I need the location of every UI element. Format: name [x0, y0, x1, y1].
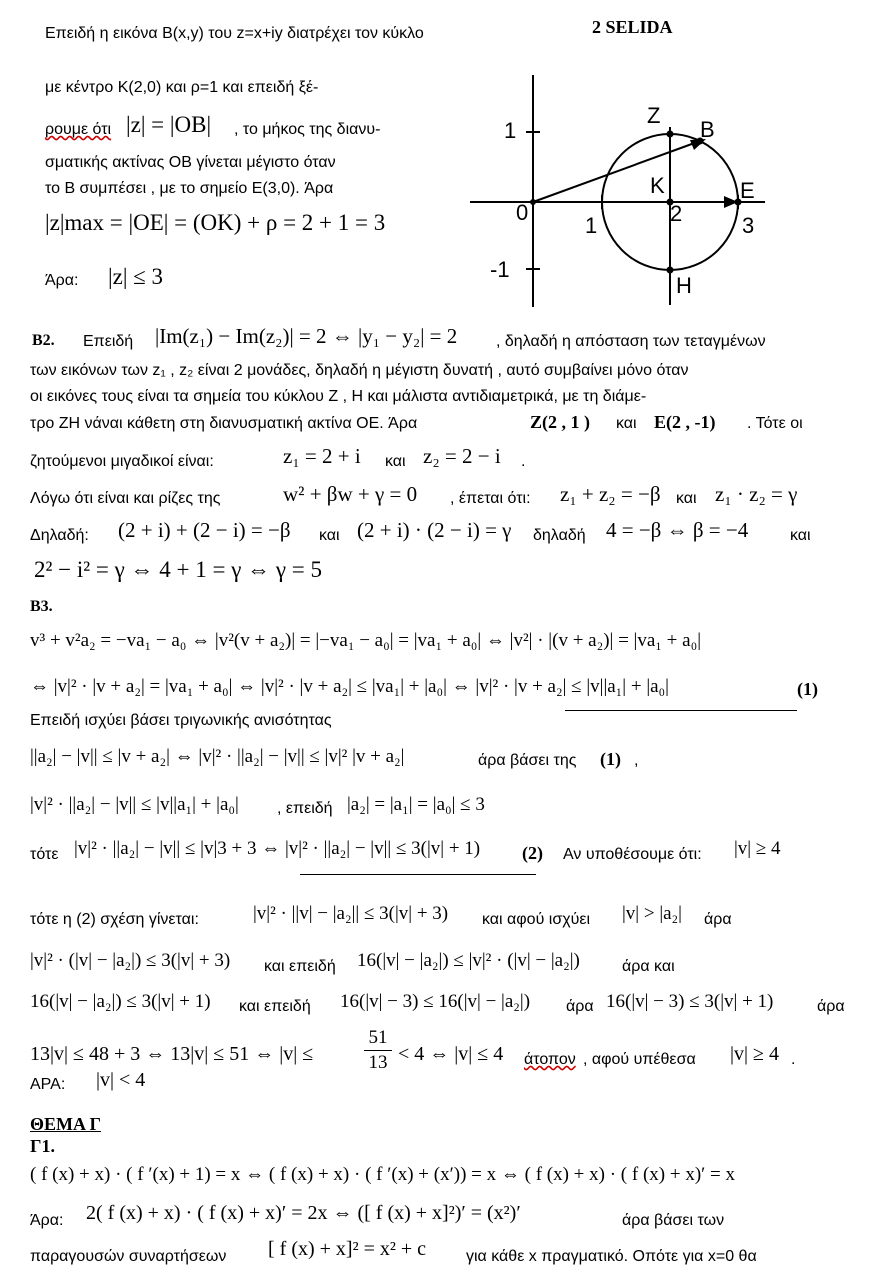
b2-line-4b: και [616, 415, 637, 432]
b2-line-5a: ζητούμενοι μιγαδικοί είναι: [30, 453, 214, 470]
g1-label: Γ1. [30, 1136, 55, 1156]
b2-line-7b: και [319, 527, 340, 544]
label-x2: 2 [670, 201, 683, 226]
b2-line-4c: . Τότε οι [747, 415, 803, 432]
b2-line-6b: , έπεται ότι: [450, 490, 531, 507]
b3-line-7c: άρα [704, 911, 732, 928]
b3-line-10c: . [791, 1051, 796, 1068]
b3-math-9: 16(|v| − |a₂|) ≤ 3(|v| + 1) [30, 991, 211, 1012]
label-y1: 1 [504, 118, 517, 143]
g1-math-3: [ f (x) + x]² = x² + c [268, 1238, 427, 1260]
b3-math-4: ||a₂| − |v|| ≤ |v + a₂| ⇔ |v|² · ||a₂| − |v|| ≤ |v|² |v + a₂| [30, 746, 405, 767]
b3-math-10c: |v| ≥ 4 [730, 1043, 779, 1065]
g1-math-2: 2( f (x) + x) · ( f (x) + x)′ = 2x ⇔ ([ f (x) + x]²)′ = (x²)′ [86, 1202, 521, 1224]
b2-line-7c: δηλαδή [533, 527, 586, 544]
b3-math-5: |v|² · ||a₂| − |v|| ≤ |v||a₁| + |a₀| [30, 794, 239, 815]
b2-math-z2: z₂ = 2 − i [423, 444, 501, 468]
section-b3-label: B3. [30, 598, 53, 615]
intro-math-z-le-3: |z| ≤ 3 [108, 264, 164, 289]
b2-line-1a: Επειδή [83, 333, 134, 350]
b3-line-6b: Αν υποθέσουμε ότι: [563, 846, 702, 863]
b2-line-6c: και [676, 490, 697, 507]
vector-ob [533, 141, 700, 202]
b3-line-4a: άρα βάσει της [478, 752, 577, 769]
b3-tag-1-ref: (1) [600, 749, 621, 769]
intro-line-7a: Άρα: [45, 272, 79, 289]
b2-math-prod-sub: (2 + i) · (2 − i) = γ [357, 518, 512, 542]
b3-line-9b: άρα [566, 998, 594, 1015]
section-b2-label: B2. [32, 332, 55, 349]
label-x3: 3 [742, 213, 755, 238]
b3-math-7: |v|² · ||v| − |a₂|| ≤ 3(|v| + 3) [253, 903, 449, 924]
b3-underline-2 [300, 874, 536, 875]
intro-line-5: το B συμπέσει , με το σημείο E(3,0). Άρα [45, 180, 334, 197]
b2-line-7a: Δηλαδή: [30, 527, 89, 544]
g1-line-2a: Άρα: [30, 1212, 64, 1229]
b2-math-sum-sub: (2 + i) + (2 − i) = −β [118, 518, 291, 542]
label-x1: 1 [585, 213, 598, 238]
label-e: E [740, 178, 755, 203]
label-z: Z [647, 103, 661, 128]
b2-line-3: οι εικόνες τους είναι τα σημεία του κύκλου Z , H και μάλιστα αντιδιαμετρικά, με τη διάμε- [30, 388, 647, 405]
intro-line-3a: ρουμε ότι [45, 121, 112, 138]
page-label: 2 SELIDA [592, 17, 673, 37]
b3-fraction-den: 13 [368, 1052, 388, 1073]
b3-math-9b: 16(|v| − 3) ≤ 16(|v| − |a₂|) [340, 991, 531, 1012]
label-origin: 0 [516, 200, 529, 225]
b2-math-z1: z₁ = 2 + i [283, 444, 361, 468]
intro-line-3b: , το μήκος της διανυ- [234, 121, 381, 138]
b2-point-e: E(2 , -1) [654, 412, 716, 432]
b2-line-7d: και [790, 527, 811, 544]
circle-diagram [460, 55, 780, 315]
label-k: K [650, 173, 665, 198]
label-b: B [700, 117, 715, 142]
b3-math-9c: 16(|v| − 3) ≤ 3(|v| + 1) [606, 991, 774, 1012]
b3-tag-1: (1) [797, 679, 818, 699]
b3-line-8a: και επειδή [264, 958, 336, 975]
b2-math-sum: z₁ + z₂ = −β [560, 482, 661, 506]
g1-math-1: ( f (x) + x) · ( f ′(x) + 1) = x ⇔ ( f (x) + x) · ( f ′(x) + (x′)) = x ⇔ ( f (x) + x) · ( f (x) + x)′ = x [30, 1164, 736, 1185]
b2-math-beta: 4 = −β ⇔ β = −4 [606, 518, 749, 542]
b3-math-10b: < 4 ⇔ |v| ≤ 4 [398, 1043, 504, 1065]
b2-line-6a: Λόγω ότι είναι και ρίζες της [30, 490, 221, 507]
b2-math-quadratic: w² + βw + γ = 0 [283, 482, 418, 506]
intro-line-1: Επειδή η εικόνα B(x,y) του z=x+iy διατρέχει τον κύκλο [45, 25, 424, 42]
b3-line-3: Επειδή ισχύει βάσει τριγωνικής ανισότητας [30, 712, 332, 729]
b3-math-7b: |v| > |a₂| [622, 903, 682, 924]
b3-math-5b: |a₂| = |a₁| = |a₀| ≤ 3 [347, 794, 485, 815]
b3-math-11: |v| < 4 [96, 1069, 146, 1091]
b3-math-2: ⇔ |v|² · |v + a₂| = |va₁ + a₀| ⇔ |v|² · |v + a₂| ≤ |va₁| + |a₀| ⇔ |v|² · |v + a₂| ≤ |v||a₁| + |a₀| [30, 676, 669, 697]
b2-line-1b: , δηλαδή η απόσταση των τεταγμένων [496, 333, 766, 350]
b3-line-6a: τότε [30, 846, 59, 863]
intro-line-4: σματικής ακτίνας OB γίνεται μέγιστο όταν [45, 154, 336, 171]
b2-math-gamma: 2² − i² = γ ⇔ 4 + 1 = γ ⇔ γ = 5 [34, 557, 323, 582]
intro-line-2: με κέντρο K(2,0) και ρ=1 και επειδή ξέ- [45, 79, 319, 96]
b3-underline-1 [565, 710, 797, 711]
b3-fraction-num: 51 [368, 1027, 388, 1048]
b3-math-6: |v|² · ||a₂| − |v|| ≤ |v|3 + 3 ⇔ |v|² · ||a₂| − |v|| ≤ 3(|v| + 1) [74, 838, 481, 859]
b2-math-1: |Im(z₁) − Im(z₂)| = 2 ⇔ |y₁ − y₂| = 2 [155, 324, 458, 348]
b3-math-1: v³ + v²a₂ = −va₁ − a₀ ⇔ |v²(v + a₂)| = |−va₁ − a₀| = |va₁ + a₀| ⇔ |v²| · |(v + a₂)| = |va₁ + a₀| [30, 630, 701, 651]
b3-line-10b: , αφού υπέθεσα [583, 1051, 696, 1068]
intro-math-zmax: |z|max = |OE| = (OK) + ρ = 2 + 1 = 3 [45, 210, 386, 235]
intro-math-z-ob: |z| = |OB| [126, 112, 212, 137]
b2-math-product: z₁ · z₂ = γ [715, 482, 798, 506]
b2-line-5b: και [385, 453, 406, 470]
b2-line-2: των εικόνων των z₁ , z₂ είναι 2 μονάδες, δηλαδή η μέγιστη δυνατή , αυτό συμβαίνει μόνο όταν [30, 362, 689, 379]
b3-line-7b: και αφού ισχύει [482, 911, 591, 928]
b2-line-5c: . [521, 453, 526, 470]
b3-line-8b: άρα και [622, 958, 675, 975]
b3-line-4b: , [634, 752, 639, 769]
b3-math-8b: 16(|v| − |a₂|) ≤ |v|² · (|v| − |a₂|) [357, 950, 580, 971]
b3-math-8: |v|² · (|v| − |a₂|) ≤ 3(|v| + 3) [30, 950, 231, 971]
b3-tag-2: (2) [522, 843, 543, 863]
b3-atopon: άτοπον [524, 1051, 576, 1068]
b3-line-9c: άρα [817, 998, 845, 1015]
b2-line-4a: τρο ZH νάναι κάθετη στη διανυσματική ακτίνα OE. Άρα [30, 415, 418, 432]
b3-fraction [364, 1027, 392, 1074]
label-h: H [676, 273, 692, 298]
b3-line-5a: , επειδή [277, 800, 333, 817]
b3-math-10a: 13|v| ≤ 48 + 3 ⇔ 13|v| ≤ 51 ⇔ |v| ≤ [30, 1043, 314, 1065]
b2-point-z: Z(2 , 1 ) [530, 412, 590, 432]
g1-line-3a: παραγουσών συναρτήσεων [30, 1248, 227, 1265]
g1-line-3b: για κάθε x πραγματικό. Οπότε για x=0 θα [466, 1248, 757, 1265]
b3-line-7a: τότε η (2) σχέση γίνεται: [30, 911, 199, 928]
label-ym1: -1 [490, 257, 510, 282]
b3-math-6b: |v| ≥ 4 [734, 838, 781, 859]
thema-g-heading: ΘΕΜΑ Γ [30, 1114, 101, 1134]
b3-line-11a: ΑΡΑ: [30, 1076, 66, 1093]
g1-line-2b: άρα βάσει των [622, 1212, 725, 1229]
b3-line-9a: και επειδή [239, 998, 311, 1015]
